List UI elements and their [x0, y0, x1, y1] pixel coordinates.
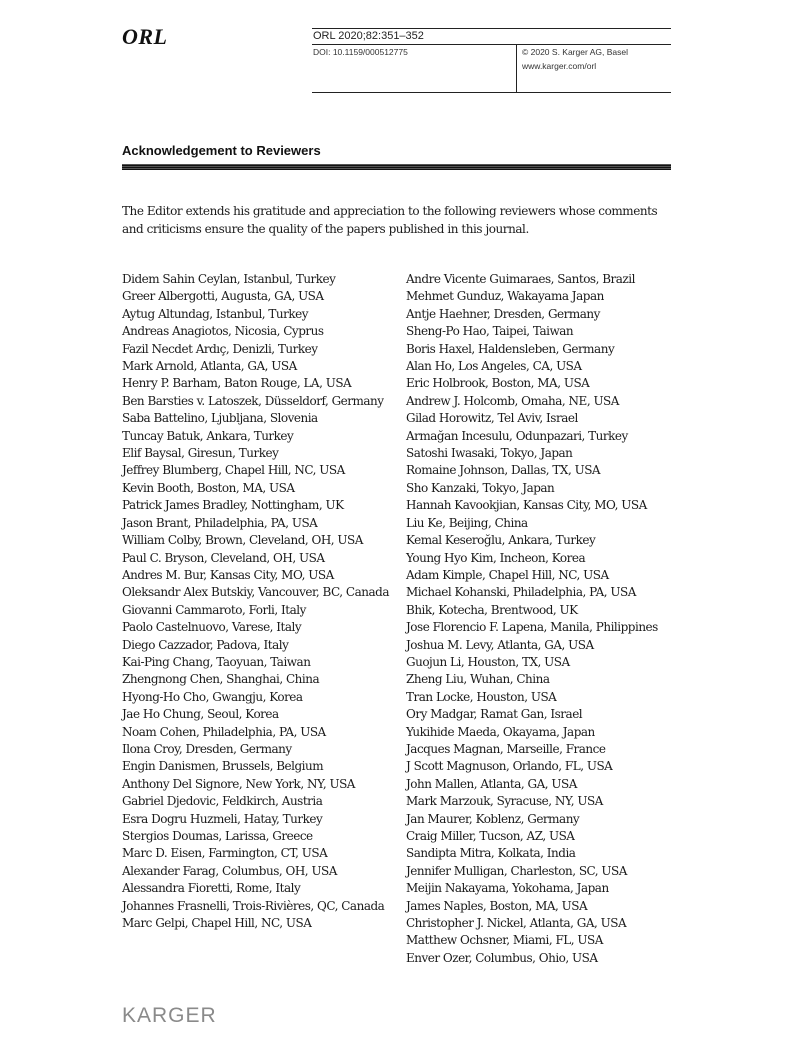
reviewer-item: Ory Madgar, Ramat Gan, Israel: [406, 707, 583, 722]
reviewer-item: Jason Brant, Philadelphia, PA, USA: [122, 515, 318, 530]
reviewer-item: Paolo Castelnuovo, Varese, Italy: [122, 620, 302, 635]
reviewer-item: Bhik, Kotecha, Brentwood, UK: [406, 602, 578, 617]
reviewer-item: Hyong-Ho Cho, Gwangju, Korea: [122, 689, 303, 704]
journal-logo: ORL: [122, 24, 168, 49]
header-top-rule: [312, 28, 671, 29]
reviewer-item: Yukihide Maeda, Okayama, Japan: [406, 724, 595, 739]
reviewer-item: Adam Kimple, Chapel Hill, NC, USA: [406, 567, 609, 582]
reviewer-item: Jeffrey Blumberg, Chapel Hill, NC, USA: [122, 463, 345, 478]
reviewer-item: Kevin Booth, Boston, MA, USA: [122, 480, 295, 495]
reviewer-item: Henry P. Barham, Baton Rouge, LA, USA: [122, 376, 352, 391]
reviewer-item: Liu Ke, Beijing, China: [406, 515, 528, 530]
reviewer-item: Meijin Nakayama, Yokohama, Japan: [406, 881, 609, 896]
copyright: © 2020 S. Karger AG, Basel: [522, 47, 628, 57]
reviewer-item: Kemal Keseroğlu, Ankara, Turkey: [406, 533, 596, 548]
reviewer-item: Greer Albergotti, Augusta, GA, USA: [122, 289, 324, 304]
reviewer-item: Alessandra Fioretti, Rome, Italy: [122, 881, 301, 896]
reviewer-item: Mark Arnold, Atlanta, GA, USA: [122, 359, 297, 374]
reviewer-item: Andreas Anagiotos, Nicosia, Cyprus: [122, 324, 324, 339]
reviewer-item: John Mallen, Atlanta, GA, USA: [406, 776, 577, 791]
reviewer-item: Jacques Magnan, Marseille, France: [406, 741, 606, 756]
reviewer-item: James Naples, Boston, MA, USA: [406, 898, 588, 913]
reviewer-item: Satoshi Iwasaki, Tokyo, Japan: [406, 446, 573, 461]
reviewer-item: Noam Cohen, Philadelphia, PA, USA: [122, 724, 326, 739]
reviewer-item: Matthew Ochsner, Miami, FL, USA: [406, 933, 603, 948]
reviewer-item: Antje Haehner, Dresden, Germany: [406, 306, 600, 321]
reviewer-item: Mark Marzouk, Syracuse, NY, USA: [406, 794, 603, 809]
reviewer-item: Christopher J. Nickel, Atlanta, GA, USA: [406, 916, 627, 931]
reviewer-item: Marc Gelpi, Chapel Hill, NC, USA: [122, 916, 312, 931]
reviewer-item: Mehmet Gunduz, Wakayama Japan: [406, 289, 604, 304]
reviewer-item: Andrew J. Holcomb, Omaha, NE, USA: [406, 393, 619, 408]
reviewer-item: Andres M. Bur, Kansas City, MO, USA: [122, 567, 334, 582]
reviewer-item: Elif Baysal, Giresun, Turkey: [122, 446, 279, 461]
reviewer-item: Fazil Necdet Ardıç, Denizli, Turkey: [122, 341, 318, 356]
intro-paragraph: The Editor extends his gratitude and appreciation to the following reviewers whose comments and criticisms ensure the quality of the papers published in this journal.: [122, 204, 658, 236]
reviewer-item: Zhengnong Chen, Shanghai, China: [122, 672, 320, 687]
reviewer-item: Tuncay Batuk, Ankara, Turkey: [122, 428, 294, 443]
reviewer-item: Michael Kohanski, Philadelphia, PA, USA: [406, 585, 636, 600]
reviewer-list-left: [122, 271, 392, 932]
page-title: Acknowledgement to Reviewers: [122, 143, 321, 158]
reviewer-item: Enver Ozer, Columbus, Ohio, USA: [406, 950, 598, 965]
reviewer-item: Stergios Doumas, Larissa, Greece: [122, 829, 313, 843]
title-rule: [122, 164, 671, 170]
reviewer-item: Boris Haxel, Haldensleben, Germany: [406, 341, 615, 356]
reviewer-item: Craig Miller, Tucson, AZ, USA: [406, 829, 575, 843]
reviewer-item: Ben Barsties v. Latoszek, Düsseldorf, Germany: [122, 393, 384, 408]
reviewer-item: Didem Sahin Ceylan, Istanbul, Turkey: [122, 272, 336, 286]
reviewer-item: Ilona Croy, Dresden, Germany: [122, 741, 292, 756]
reviewer-item: Oleksandr Alex Butskiy, Vancouver, BC, Canada: [122, 585, 389, 600]
reviewer-item: Patrick James Bradley, Nottingham, UK: [122, 498, 344, 513]
reviewer-item: Giovanni Cammaroto, Forli, Italy: [122, 602, 306, 617]
reviewer-item: Sandipta Mitra, Kolkata, India: [406, 846, 576, 861]
reviewer-item: Kai-Ping Chang, Taoyuan, Taiwan: [122, 654, 311, 669]
reviewer-list-right: [406, 271, 676, 967]
reviewer-item: Esra Dogru Huzmeli, Hatay, Turkey: [122, 811, 323, 826]
reviewer-item: J Scott Magnuson, Orlando, FL, USA: [406, 759, 613, 774]
citation: ORL 2020;82:351–352: [313, 30, 424, 42]
reviewer-item: Hannah Kavookjian, Kansas City, MO, USA: [406, 498, 647, 513]
reviewer-item: Tran Locke, Houston, USA: [406, 689, 557, 704]
reviewer-item: Armağan Incesulu, Odunpazari, Turkey: [406, 428, 628, 443]
journal-url[interactable]: www.karger.com/orl: [522, 61, 597, 71]
reviewer-item: Alexander Farag, Columbus, OH, USA: [122, 863, 337, 878]
reviewer-item: Johannes Frasnelli, Trois-Rivières, QC, Canada: [122, 898, 385, 913]
reviewer-item: Aytug Altundag, Istanbul, Turkey: [122, 306, 309, 321]
reviewer-item: Jose Florencio F. Lapena, Manila, Philippines: [406, 620, 658, 635]
reviewer-item: Saba Battelino, Ljubljana, Slovenia: [122, 411, 318, 426]
reviewer-item: Engin Danismen, Brussels, Belgium: [122, 759, 324, 774]
reviewer-item: William Colby, Brown, Cleveland, OH, USA: [122, 533, 363, 548]
reviewer-item: Jennifer Mulligan, Charleston, SC, USA: [406, 863, 627, 878]
reviewer-item: Andre Vicente Guimaraes, Santos, Brazil: [406, 272, 635, 286]
reviewer-item: Anthony Del Signore, New York, NY, USA: [122, 776, 355, 791]
reviewer-item: Zheng Liu, Wuhan, China: [406, 672, 550, 687]
header-mid-rule: [312, 44, 671, 45]
reviewer-item: Romaine Johnson, Dallas, TX, USA: [406, 463, 601, 478]
reviewer-item: Jan Maurer, Koblenz, Germany: [406, 811, 580, 826]
reviewer-item: Gabriel Djedovic, Feldkirch, Austria: [122, 794, 323, 809]
reviewer-item: Sho Kanzaki, Tokyo, Japan: [406, 480, 555, 495]
reviewer-item: Young Hyo Kim, Incheon, Korea: [406, 550, 586, 565]
reviewer-item: Jae Ho Chung, Seoul, Korea: [122, 707, 279, 722]
header-bottom-rule: [312, 92, 671, 93]
reviewer-item: Marc D. Eisen, Farmington, CT, USA: [122, 846, 328, 861]
reviewer-item: Eric Holbrook, Boston, MA, USA: [406, 376, 590, 391]
reviewer-item: Joshua M. Levy, Atlanta, GA, USA: [406, 637, 594, 652]
reviewer-item: Sheng-Po Hao, Taipei, Taiwan: [406, 324, 574, 339]
reviewer-item: Diego Cazzador, Padova, Italy: [122, 637, 289, 652]
publisher-logo: KARGER: [122, 1004, 217, 1027]
doi: DOI: 10.1159/000512775: [313, 47, 408, 57]
header-divider: [516, 45, 517, 92]
reviewer-item: Paul C. Bryson, Cleveland, OH, USA: [122, 550, 325, 565]
reviewer-item: Guojun Li, Houston, TX, USA: [406, 654, 570, 669]
reviewer-item: Alan Ho, Los Angeles, CA, USA: [406, 359, 582, 374]
reviewer-item: Gilad Horowitz, Tel Aviv, Israel: [406, 411, 578, 426]
